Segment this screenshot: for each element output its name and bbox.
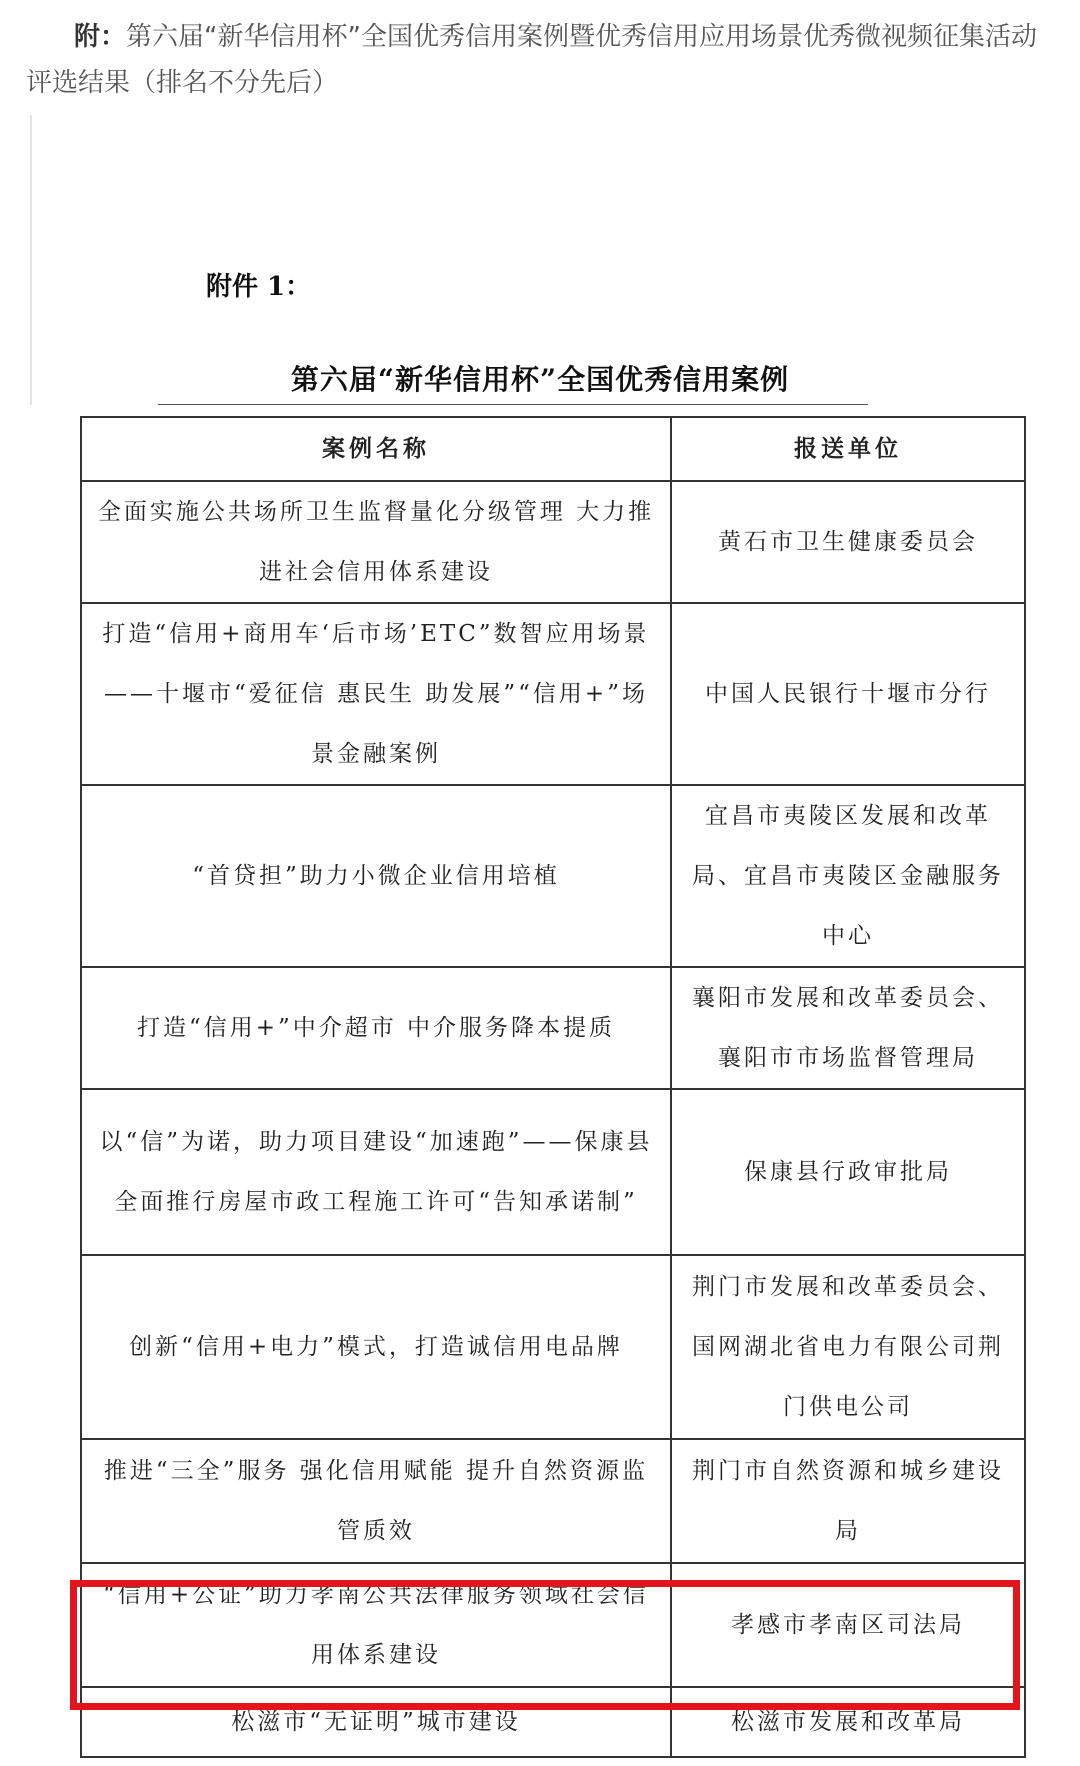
case-name-cell: 松滋市“无证明”城市建设 <box>81 1687 671 1757</box>
intro-prefix: 附 <box>74 22 101 52</box>
case-name-cell: 全面实施公共场所卫生监督量化分级管理 大力推进社会信用体系建设 <box>81 481 671 603</box>
table-row <box>81 1089 1025 1255</box>
table-row <box>81 481 1025 603</box>
table-header-row <box>81 417 1025 481</box>
unit-cell: 松滋市发展和改革局 <box>671 1687 1025 1757</box>
unit-cell: 荆门市自然资源和城乡建设局 <box>671 1439 1025 1563</box>
unit-cell: 孝感市孝南区司法局 <box>671 1563 1025 1687</box>
attachment-label: 附件 1： <box>206 272 312 302</box>
unit-cell: 黄石市卫生健康委员会 <box>671 481 1025 603</box>
case-name-cell: “首贷担”助力小微企业信用培植 <box>81 785 671 967</box>
unit-cell: 中国人民银行十堰市分行 <box>671 603 1025 785</box>
header-case-name: 案例名称 <box>81 417 671 481</box>
unit-cell: 荆门市发展和改革委员会、国网湖北省电力有限公司荆门供电公司 <box>671 1255 1025 1439</box>
case-name-cell: 以“信”为诺，助力项目建设“加速跑”——保康县全面推行房屋市政工程施工许可“告知承诺制” <box>81 1089 671 1255</box>
case-name-cell: 推进“三全”服务 强化信用赋能 提升自然资源监管质效 <box>81 1439 671 1563</box>
table-row <box>81 967 1025 1089</box>
unit-cell: 宜昌市夷陵区发展和改革局、宜昌市夷陵区金融服务中心 <box>671 785 1025 967</box>
table-row <box>81 1439 1025 1563</box>
intro-colon: ： <box>100 22 127 52</box>
unit-cell: 保康县行政审批局 <box>671 1089 1025 1255</box>
cases-table <box>80 416 1026 1758</box>
case-name-cell: 打造“信用+商用车‘后市场’ETC”数智应用场景——十堰市“爱征信 惠民生 助发展”“信用+”场景金融案例 <box>81 603 671 785</box>
header-unit: 报送单位 <box>671 417 1025 481</box>
case-name-cell: 打造“信用+”中介超市 中介服务降本提质 <box>81 967 671 1089</box>
table-row <box>81 785 1025 967</box>
table-row <box>81 1687 1025 1757</box>
title-underline <box>158 404 868 405</box>
intro-paragraph <box>26 14 1046 106</box>
case-name-cell: 创新“信用+电力”模式，打造诚信用电品牌 <box>81 1255 671 1439</box>
intro-text: 第六届“新华信用杯”全国优秀信用案例暨优秀信用应用场景优秀微视频征集活动评选结果（排名不分先后） <box>26 22 1037 98</box>
case-name-cell: “信用+公证”助力孝南公共法律服务领域社会信用体系建设 <box>81 1563 671 1687</box>
left-border-line <box>30 115 32 405</box>
document-title: 第六届“新华信用杯”全国优秀信用案例 <box>290 363 790 396</box>
table-row <box>81 1255 1025 1439</box>
table-row <box>81 603 1025 785</box>
table-row-highlighted <box>81 1563 1025 1687</box>
unit-cell: 襄阳市发展和改革委员会、襄阳市市场监督管理局 <box>671 967 1025 1089</box>
